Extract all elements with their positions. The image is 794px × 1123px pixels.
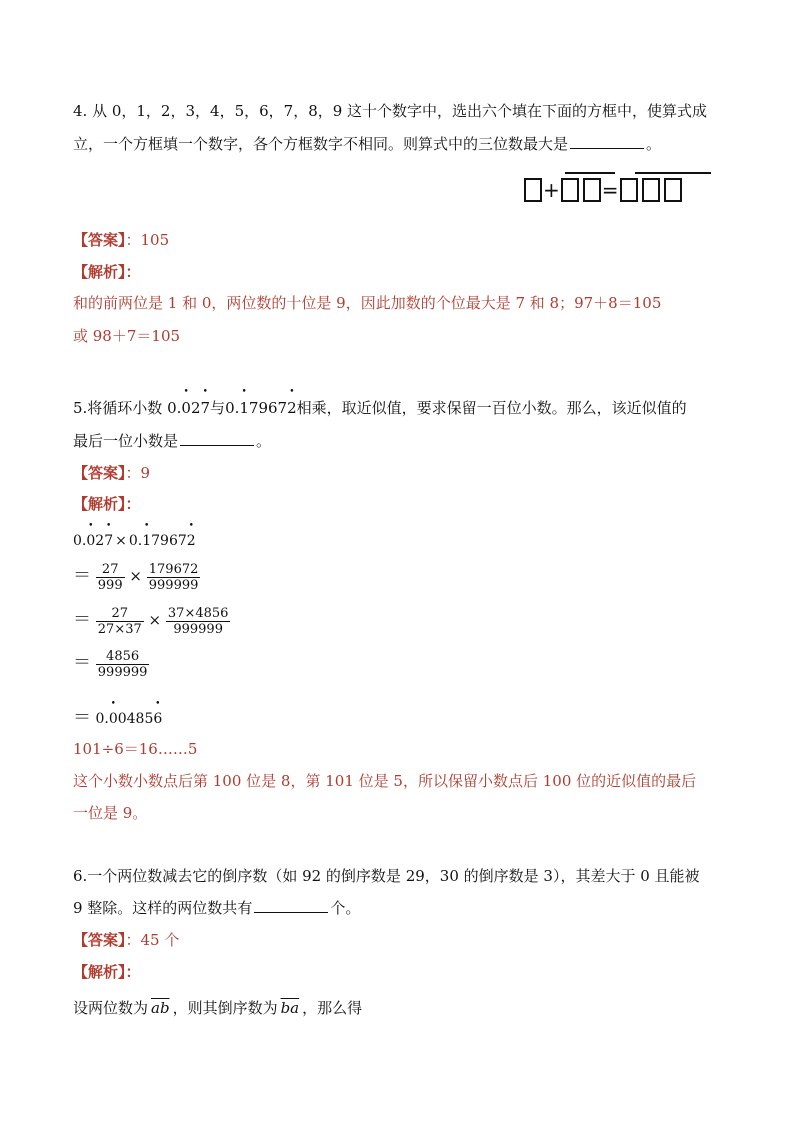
times-sign: × [129,567,142,585]
answer-value: ：9 [125,464,151,482]
q4-analysis-line2: 或 98＋7＝105 [73,327,181,345]
q4-answer [73,229,169,250]
answer-value: ：45 个 [125,931,180,949]
q5-text-2: 最后一位小数是 [73,432,179,450]
overline-two-digit [565,172,615,174]
q5-with: 与 [210,399,226,417]
q4-question-text-2: 立，一个方框填一个数字，各个方框数字不相同。则算式中的三位数最大是 [73,135,569,153]
times-sign: × [148,611,162,629]
digit-box-1 [524,178,542,202]
q6-question-line2 [73,897,360,918]
q5-question-line1 [73,397,687,418]
overline-three-digit [635,172,711,174]
q5-period: 。 [256,432,272,450]
equals-sign: = [601,178,619,202]
analysis-label: 【解析】 [73,495,126,513]
digit-box-5 [642,178,660,202]
repeating-decimal-b: 0.• 17967• 2 [129,533,196,549]
q4-box-equation [524,172,682,202]
q4-question-text: 4. 从 0，1，2，3，4，5，6，7，8，9 这十个数字中，选出六个填在下面的方框中，使算式成 [73,102,708,120]
setup-text-a: 设两位数为 [73,999,149,1017]
q4-question-line2 [73,133,661,154]
q6-analysis-label [73,961,141,982]
equals-sign: ＝ [73,609,91,630]
result-decimal: 0.• 00485• 6 [95,711,162,727]
q5-question-line2 [73,430,271,451]
repeating-decimal-a: 0.• 02• 7 [73,533,113,549]
q4-analysis-line1: 和的前两位是 1 和 0，两位数的十位是 9，因此加数的个位最大是 7 和 8；97＋8＝105 [73,294,662,312]
var-ba: $\overline{ba}$ [280,999,300,1017]
answer-blank [570,134,644,149]
q6-setup [73,997,362,1018]
setup-text-b: ，则其倒序数为 [172,999,278,1017]
q5-prefix: 5.将循环小数 [73,399,163,417]
answer-blank [254,898,328,913]
q5-step-3 [73,605,230,637]
digit-box-2 [561,178,579,202]
repeating-decimal-a: 0.• 02• 7 [167,399,210,417]
q5-step-5 [73,703,162,729]
q5-step-4 [73,648,149,680]
q5-explain-line2: 一位是 9。 [73,804,148,822]
q6-answer [73,929,179,950]
q6-question-line1: 6.一个两位数减去它的倒序数（如 92 的倒序数是 29，30 的倒序数是 3），其差大于 0 且能被 [73,867,700,885]
digit-box-3 [583,178,601,202]
fraction: $\frac{37\times 4856}{999999}$ [167,605,229,637]
q4-analysis-label [73,261,141,282]
q4-question-line1 [73,100,707,121]
fraction: $\frac{4856}{999999}$ [97,648,148,680]
q5-answer [73,462,150,483]
digit-box-4 [620,178,638,202]
repeating-decimal-b: 0.• 17967• 2 [225,399,297,417]
analysis-label: 【解析】 [73,963,126,981]
answer-value: ：105 [125,231,170,249]
q5-step-2 [73,561,200,593]
fraction: $\frac{27}{999}$ [97,561,123,593]
times-sign: × [115,533,127,549]
answer-blank [180,431,254,446]
answer-label: 【答案】 [73,931,126,949]
plus-sign: + [543,178,560,202]
answer-label: 【答案】 [73,231,126,249]
fraction: $\frac{179672}{999999}$ [148,561,199,593]
var-ab: $\overline{ab}$ [151,999,170,1017]
answer-label: 【答案】 [73,464,126,482]
q5-step-1 [73,533,196,549]
analysis-colon: ： [125,963,141,981]
analysis-label: 【解析】 [73,263,126,281]
analysis-colon: ： [125,495,141,513]
digit-box-6 [664,178,682,202]
analysis-colon: ： [125,263,141,281]
q4-period: 。 [646,135,662,153]
setup-text-c: ，那么得 [302,999,363,1017]
equals-sign: ＝ [73,565,91,586]
q5-explain-line1: 这个小数小数点后第 100 位是 8，第 101 位是 5，所以保留小数点后 100 位的近似值的最后 [73,772,697,790]
fraction: $\frac{27}{27\times 37}$ [97,605,142,637]
q5-analysis-label [73,493,141,514]
q6-unit: 个。 [330,899,361,917]
q6-text-2: 9 整除。这样的两位数共有 [73,899,253,917]
equals-sign: ＝ [73,707,91,728]
q5-division: 101÷6＝16……5 [73,740,198,758]
q5-suffix: 相乘，取近似值，要求保留一百位小数。那么，该近似值的 [296,399,687,417]
equals-sign: ＝ [73,652,91,673]
